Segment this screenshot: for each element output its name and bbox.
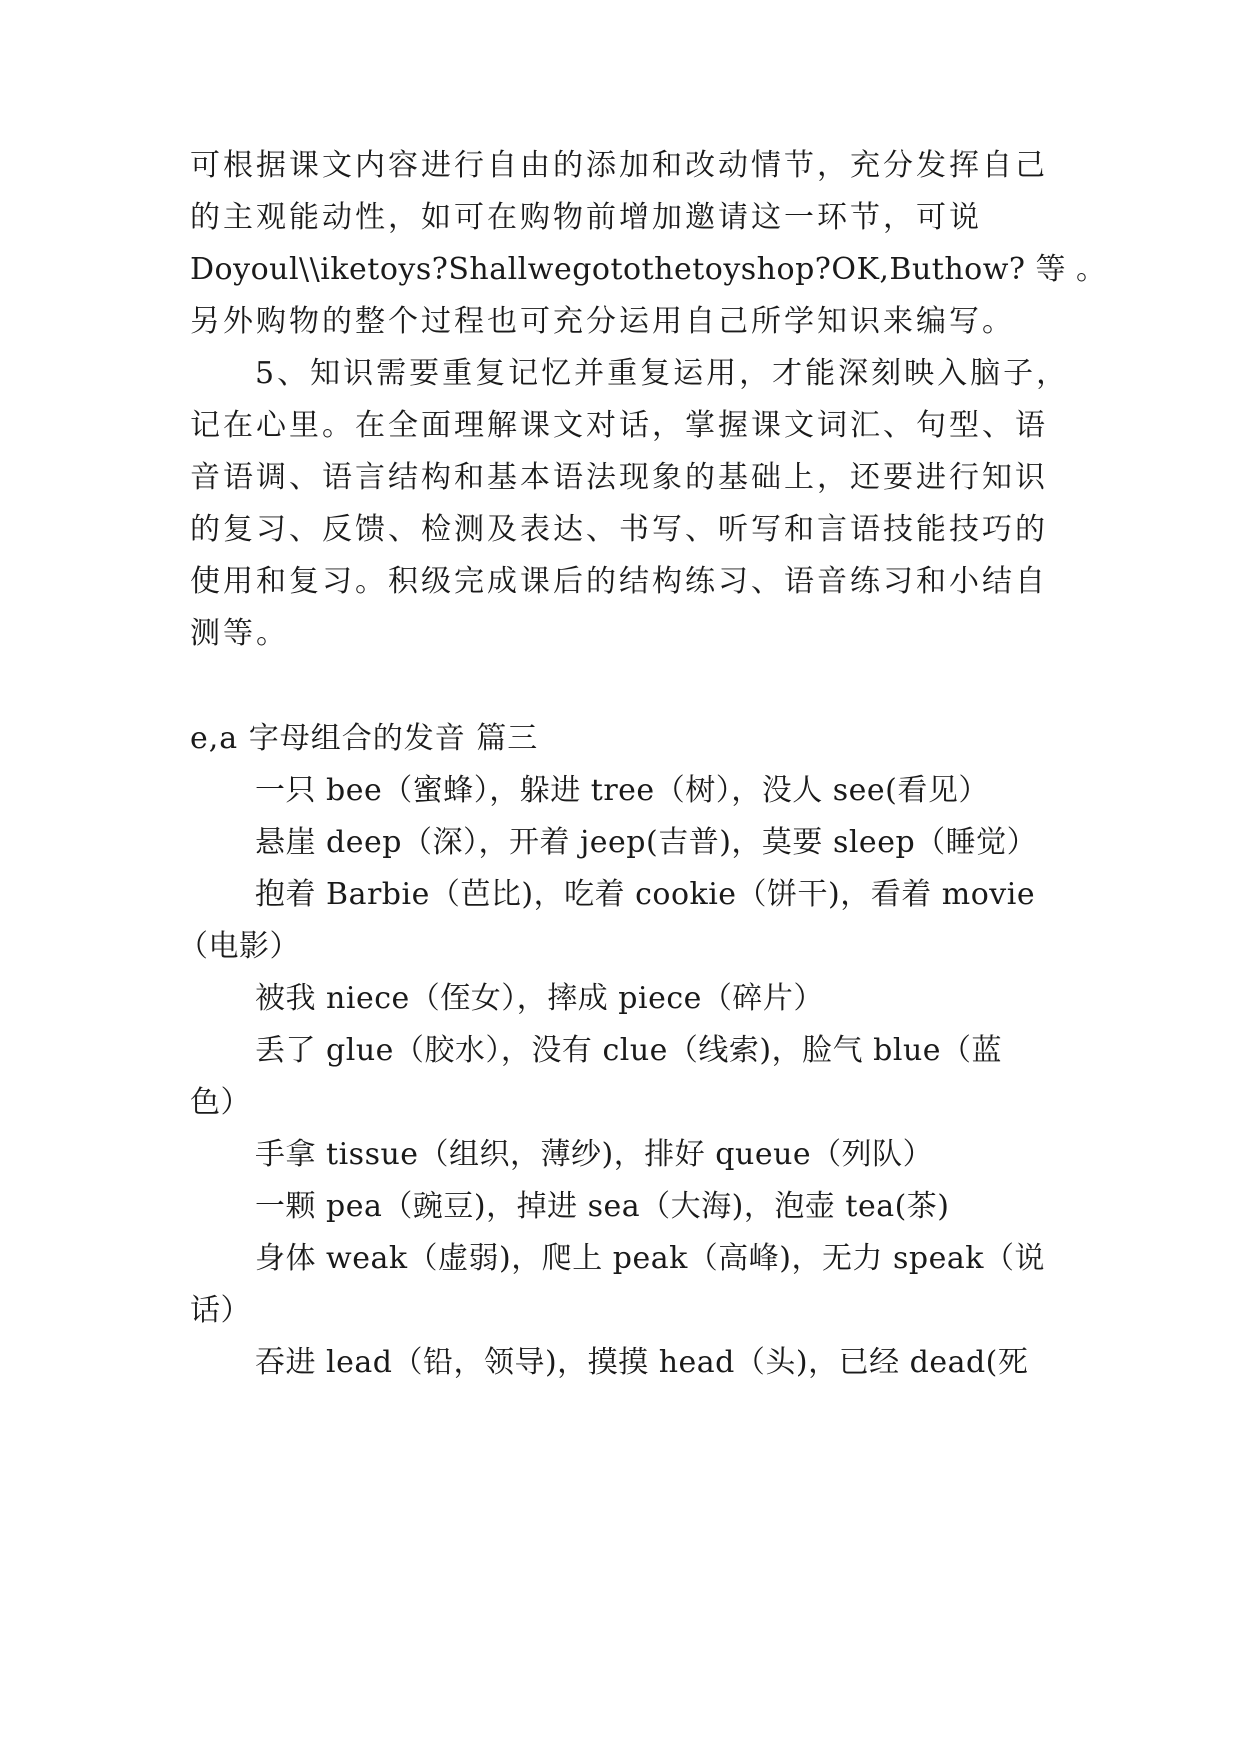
- paragraph-2-line-5: 使用和复习。积级完成课后的结构练习、语音练习和小结自: [190, 564, 1048, 599]
- rhyme-line-1: 一只 bee（蜜蜂），躲进 tree（树），没人 see(看见）: [255, 773, 989, 808]
- rhyme-line-8-continued: 话）: [190, 1293, 251, 1328]
- paragraph-1-line-2: 的主观能动性，如可在购物前增加邀请这一环节，可说: [190, 200, 982, 235]
- rhyme-line-2: 悬崖 deep（深），开着 jeep(吉普)，莫要 sleep（睡觉）: [255, 825, 1038, 860]
- rhyme-line-9: 吞进 lead（铅，领导)，摸摸 head（头)，已经 dead(死: [255, 1345, 1029, 1380]
- rhyme-line-3: 抱着 Barbie（芭比)，吃着 cookie（饼干)，看着 movie: [255, 877, 1036, 912]
- rhyme-line-3-continued: （电影）: [178, 929, 300, 964]
- rhyme-line-4: 被我 niece（侄女），摔成 piece（碎片）: [255, 981, 824, 1016]
- paragraph-2-line-3: 音语调、语言结构和基本语法现象的基础上，还要进行知识: [190, 460, 1048, 495]
- rhyme-line-5: 丢了 glue（胶水），没有 clue（线索)，脸气 blue（蓝: [255, 1033, 1003, 1068]
- rhyme-line-7: 一颗 pea（豌豆)，掉进 sea（大海)，泡壶 tea(茶): [255, 1189, 950, 1224]
- rhyme-line-6: 手拿 tissue（组织，薄纱)，排好 queue（列队）: [255, 1137, 934, 1172]
- rhyme-line-8: 身体 weak（虚弱)，爬上 peak（高峰)，无力 speak（说: [255, 1241, 1045, 1276]
- rhyme-line-5-continued: 色）: [190, 1085, 251, 1120]
- paragraph-2-line-2: 记在心里。在全面理解课文对话，掌握课文词汇、句型、语: [190, 408, 1048, 443]
- paragraph-1-line-4: 另外购物的整个过程也可充分运用自己所学知识来编写。: [190, 304, 1015, 339]
- paragraph-1-line-3: Doyoul\\iketoys?Shallwegotothetoyshop?OK,Buthow? 等 。: [190, 252, 1107, 287]
- paragraph-2-line-4: 的复习、反馈、检测及表达、书写、听写和言语技能技巧的: [190, 512, 1048, 547]
- paragraph-2-line-6: 测等。: [190, 616, 289, 651]
- paragraph-1-line-1: 可根据课文内容进行自由的添加和改动情节，充分发挥自己: [190, 148, 1048, 183]
- section-heading: e,a 字母组合的发音 篇三: [190, 721, 539, 756]
- paragraph-2-line-1: 5、知识需要重复记忆并重复运用，才能深刻映入脑子，: [255, 356, 1070, 391]
